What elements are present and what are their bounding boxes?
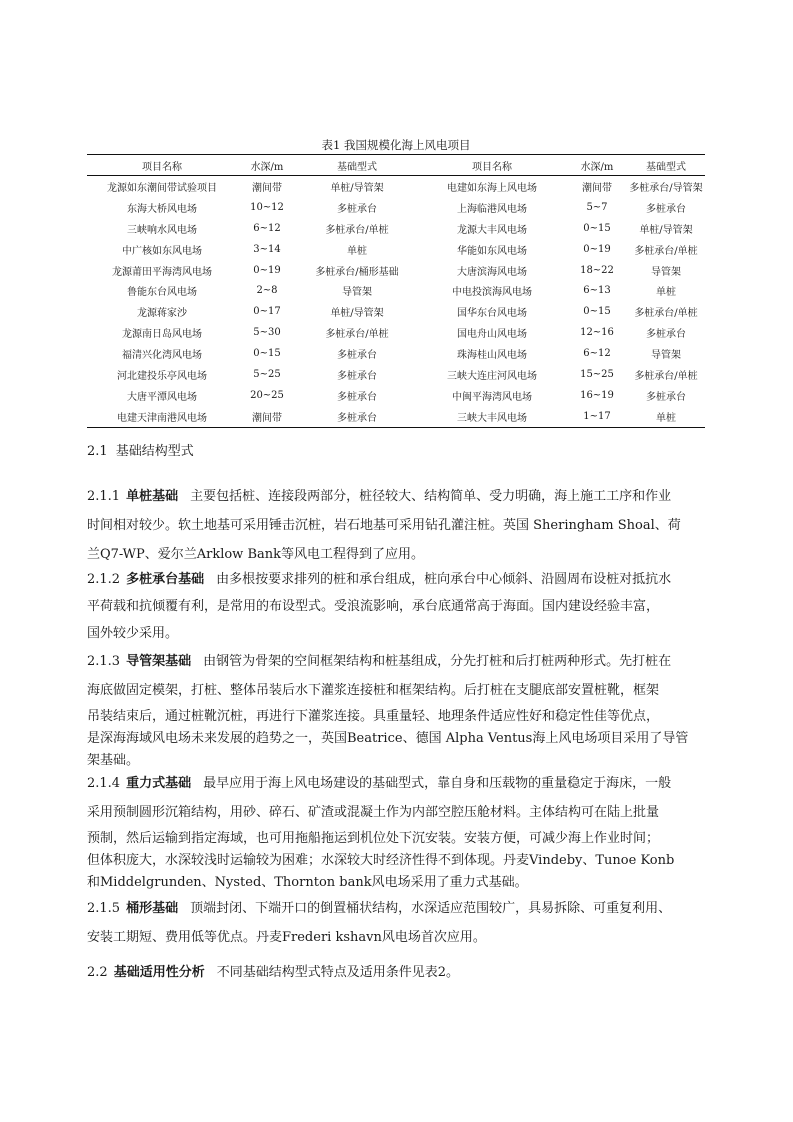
- project-name-cell: 电建天津南港风电场: [117, 412, 207, 424]
- paragraph-line: 采用预制圆形沉箱结构，用砂、碎石、矿渣或混凝土作为内部空腔压舱材料。主体结构可在陆上批量: [87, 805, 660, 820]
- table-row: [87, 197, 705, 218]
- water-depth-cell: 5~30: [253, 327, 281, 339]
- table-row: [87, 364, 705, 385]
- paragraph-title: 导管架基础: [126, 654, 192, 669]
- table-row: [87, 343, 705, 364]
- foundation-type-cell: 多桩承台/单桩: [634, 370, 698, 382]
- paragraph-number: 2.1.5: [87, 901, 121, 916]
- paragraph-number: 2.1.2: [87, 572, 121, 587]
- paragraph-line: 主要包括桩、连接段两部分，桩径较大、结构简单、受力明确，海上施工工序和作业: [190, 489, 672, 504]
- header-project-name: 项目名称: [142, 161, 182, 173]
- foundation-type-cell: 多桩承台: [337, 412, 377, 424]
- paragraph-line: 和Middelgrunden、Nysted、Thornton bank风电场采用了重力式基础。: [87, 875, 528, 890]
- water-depth-cell: 18~22: [580, 264, 614, 276]
- paragraph-line: 安装工期短、费用低等优点。丹麦Frederi kshavn风电场首次应用。: [87, 930, 486, 945]
- water-depth-cell: 16~19: [580, 389, 614, 401]
- project-name-cell: 河北建投乐亭风电场: [117, 370, 207, 382]
- project-name-cell: 大唐滨海风电场: [457, 266, 527, 278]
- paragraph-line: 国外较少采用。: [87, 626, 179, 641]
- foundation-type-cell: 多桩承台/单桩: [634, 245, 698, 257]
- table-row: [87, 176, 705, 197]
- paragraph-text: 不同基础结构型式特点及适用条件见表2。: [216, 965, 459, 980]
- offshore-wind-projects-table: [87, 154, 705, 428]
- foundation-type-cell: 导管架: [342, 287, 372, 299]
- paragraph-title: 基础适用性分析: [113, 965, 205, 980]
- foundation-type-cell: 单桩/导管架: [639, 224, 693, 236]
- water-depth-cell: 12~16: [580, 327, 614, 339]
- header-water-depth: 水深/m: [250, 161, 284, 173]
- paragraph-line: 时间相对较少。软土地基可采用锤击沉桩，岩石地基可采用钻孔灌注桩。英国 Sheringham Shoal、荷: [87, 518, 681, 533]
- paragraph-title: 重力式基础: [126, 776, 192, 791]
- project-name-cell: 国电舟山风电场: [457, 329, 527, 341]
- paragraph-line: 由多根按要求排列的桩和承台组成，桩向承台中心倾斜、沿圆周布设桩对抵抗水: [216, 572, 672, 587]
- foundation-type-cell: 导管架: [651, 350, 681, 362]
- paragraph-2-1-4: [87, 770, 707, 894]
- table-row: [87, 406, 705, 427]
- project-name-cell: 大唐平潭风电场: [127, 391, 197, 403]
- project-name-cell: 华能如东风电场: [457, 245, 527, 257]
- project-name-cell: 珠海桂山风电场: [457, 350, 527, 362]
- paragraph-title: 桶形基础: [126, 901, 179, 916]
- foundation-type-cell: 多桩承台: [646, 391, 686, 403]
- paragraph-number: 2.1.1: [87, 489, 121, 504]
- foundation-type-cell: 多桩承台: [337, 203, 377, 215]
- foundation-type-cell: 单桩/导管架: [330, 308, 384, 320]
- project-name-cell: 三峡响水风电场: [127, 224, 197, 236]
- paragraph-2-1-2: [87, 566, 707, 647]
- water-depth-cell: 潮间带: [252, 412, 282, 424]
- project-name-cell: 龙源莆田平海湾风电场: [112, 266, 212, 278]
- table-header-row: [87, 155, 705, 176]
- project-name-cell: 三峡大连庄河风电场: [447, 370, 537, 382]
- water-depth-cell: 1~17: [583, 410, 611, 422]
- paragraph-line: 架基础。: [87, 753, 140, 768]
- table-row: [87, 385, 705, 406]
- project-name-cell: 龙源大丰风电场: [457, 224, 527, 236]
- project-name-cell: 龙源蒋家沙: [137, 308, 187, 320]
- paragraph-2-1-5: [87, 894, 707, 952]
- water-depth-cell: 3~14: [253, 243, 281, 255]
- header-foundation-type: 基础型式: [646, 161, 686, 173]
- paragraph-number: 2.1.3: [87, 654, 121, 669]
- water-depth-cell: 2~8: [256, 285, 278, 297]
- paragraph-line: 海底做固定模架，打桩、整体吊装后水下灌浆连接桩和框架结构。后打桩在支腿底部安置桩靴，框架: [87, 683, 660, 698]
- project-name-cell: 东海大桥风电场: [127, 203, 197, 215]
- foundation-type-cell: 多桩承台/单桩: [325, 329, 389, 341]
- water-depth-cell: 潮间带: [582, 182, 612, 194]
- foundation-type-cell: 单桩: [347, 245, 367, 257]
- water-depth-cell: 0~19: [253, 264, 281, 276]
- project-name-cell: 龙源南日岛风电场: [122, 329, 202, 341]
- paragraph-2-1-1: [87, 482, 707, 569]
- table-row: [87, 301, 705, 322]
- paragraph-number: 2.1.4: [87, 776, 121, 791]
- header-project-name: 项目名称: [472, 161, 512, 173]
- foundation-type-cell: 多桩承台: [646, 203, 686, 215]
- table-row: [87, 280, 705, 301]
- water-depth-cell: 10~12: [250, 201, 284, 213]
- foundation-type-cell: 导管架: [651, 266, 681, 278]
- project-name-cell: 中电投滨海风电场: [452, 287, 532, 299]
- paragraph-line: 预制，然后运输到指定海域，也可用拖船拖运到机位处下沉安装。安装方便，可减少海上作业时间；: [87, 831, 660, 846]
- table-row: [87, 239, 705, 260]
- foundation-type-cell: 多桩承台/单桩: [325, 224, 389, 236]
- table-row: [87, 218, 705, 239]
- section-title: 基础结构型式: [115, 444, 194, 459]
- section-heading-2-1: [87, 440, 705, 459]
- project-name-cell: 鲁能东台风电场: [127, 287, 197, 299]
- foundation-type-cell: 多桩承台/单桩: [634, 308, 698, 320]
- water-depth-cell: 0~15: [583, 222, 611, 234]
- paragraph-line: 兰Q7-WP、爱尔兰Arklow Bank等风电工程得到了应用。: [87, 547, 424, 562]
- paragraph-line: 平荷载和抗倾覆有利，是常用的布设型式。受浪流影响，承台底通常高于海面。国内建设经验丰富，: [87, 599, 660, 614]
- paragraph-2-2: [87, 962, 707, 984]
- project-name-cell: 福清兴化湾风电场: [122, 350, 202, 362]
- paragraph-line: 但体积庞大，水深较浅时运输较为困难；水深较大时经济性得不到体现。丹麦Vindeby、Tunoe Konb: [87, 853, 675, 868]
- project-name-cell: 国华东台风电场: [457, 308, 527, 320]
- foundation-type-cell: 多桩承台/导管架: [629, 182, 703, 194]
- paragraph-line: 最早应用于海上风电场建设的基础型式，靠自身和压载物的重量稳定于海床，一般: [203, 776, 672, 791]
- paragraph-title: 多桩承台基础: [126, 572, 205, 587]
- section-number: 2.1: [87, 444, 108, 459]
- project-name-cell: 龙源如东潮间带试验项目: [107, 182, 217, 194]
- water-depth-cell: 0~17: [253, 306, 281, 318]
- foundation-type-cell: 单桩/导管架: [330, 182, 384, 194]
- water-depth-cell: 0~15: [253, 348, 281, 360]
- paragraph-line: 吊装结束后，通过桩靴沉桩，再进行下灌浆连接。具重量轻、地理条件适应性好和稳定性佳等优点，: [87, 709, 660, 724]
- paragraph-line: 顶端封闭、下端开口的倒置桶状结构，水深适应范围较广，具易拆除、可重复利用、: [190, 901, 672, 916]
- project-name-cell: 电建如东海上风电场: [447, 182, 537, 194]
- water-depth-cell: 20~25: [250, 389, 284, 401]
- water-depth-cell: 潮间带: [252, 182, 282, 194]
- project-name-cell: 三峡大丰风电场: [457, 412, 527, 424]
- project-name-cell: 中闽平海湾风电场: [452, 391, 532, 403]
- paragraph-line: 由钢管为骨架的空间框架结构和桩基组成，分先打桩和后打桩两种形式。先打桩在: [203, 654, 672, 669]
- water-depth-cell: 6~13: [583, 285, 611, 297]
- foundation-type-cell: 多桩承台: [646, 329, 686, 341]
- water-depth-cell: 0~15: [583, 306, 611, 318]
- water-depth-cell: 6~12: [253, 222, 281, 234]
- table-caption: 表1 我国规模化海上风电项目: [321, 138, 471, 152]
- paragraph-line: 是深海海域风电场未来发展的趋势之一，英国Beatrice、德国 Alpha Ventus海上风电场项目采用了导管: [87, 731, 689, 746]
- table-row: [87, 260, 705, 281]
- paragraph-title: 单桩基础: [126, 489, 179, 504]
- foundation-type-cell: 单桩: [656, 412, 676, 424]
- foundation-type-cell: 多桩承台: [337, 350, 377, 362]
- table-row: [87, 322, 705, 343]
- paragraph-number: 2.2: [87, 965, 108, 980]
- foundation-type-cell: 多桩承台/桶形基础: [315, 266, 399, 278]
- water-depth-cell: 5~25: [253, 368, 281, 380]
- table-body: [87, 176, 705, 428]
- project-name-cell: 上海临港风电场: [457, 203, 527, 215]
- water-depth-cell: 6~12: [583, 348, 611, 360]
- header-foundation-type: 基础型式: [337, 161, 377, 173]
- foundation-type-cell: 单桩: [656, 287, 676, 299]
- foundation-type-cell: 多桩承台: [337, 391, 377, 403]
- water-depth-cell: 15~25: [580, 368, 614, 380]
- foundation-type-cell: 多桩承台: [337, 370, 377, 382]
- project-name-cell: 中广核如东风电场: [122, 245, 202, 257]
- water-depth-cell: 5~7: [586, 201, 608, 213]
- paragraph-2-1-3: [87, 648, 707, 772]
- water-depth-cell: 0~19: [583, 243, 611, 255]
- header-water-depth: 水深/m: [580, 161, 614, 173]
